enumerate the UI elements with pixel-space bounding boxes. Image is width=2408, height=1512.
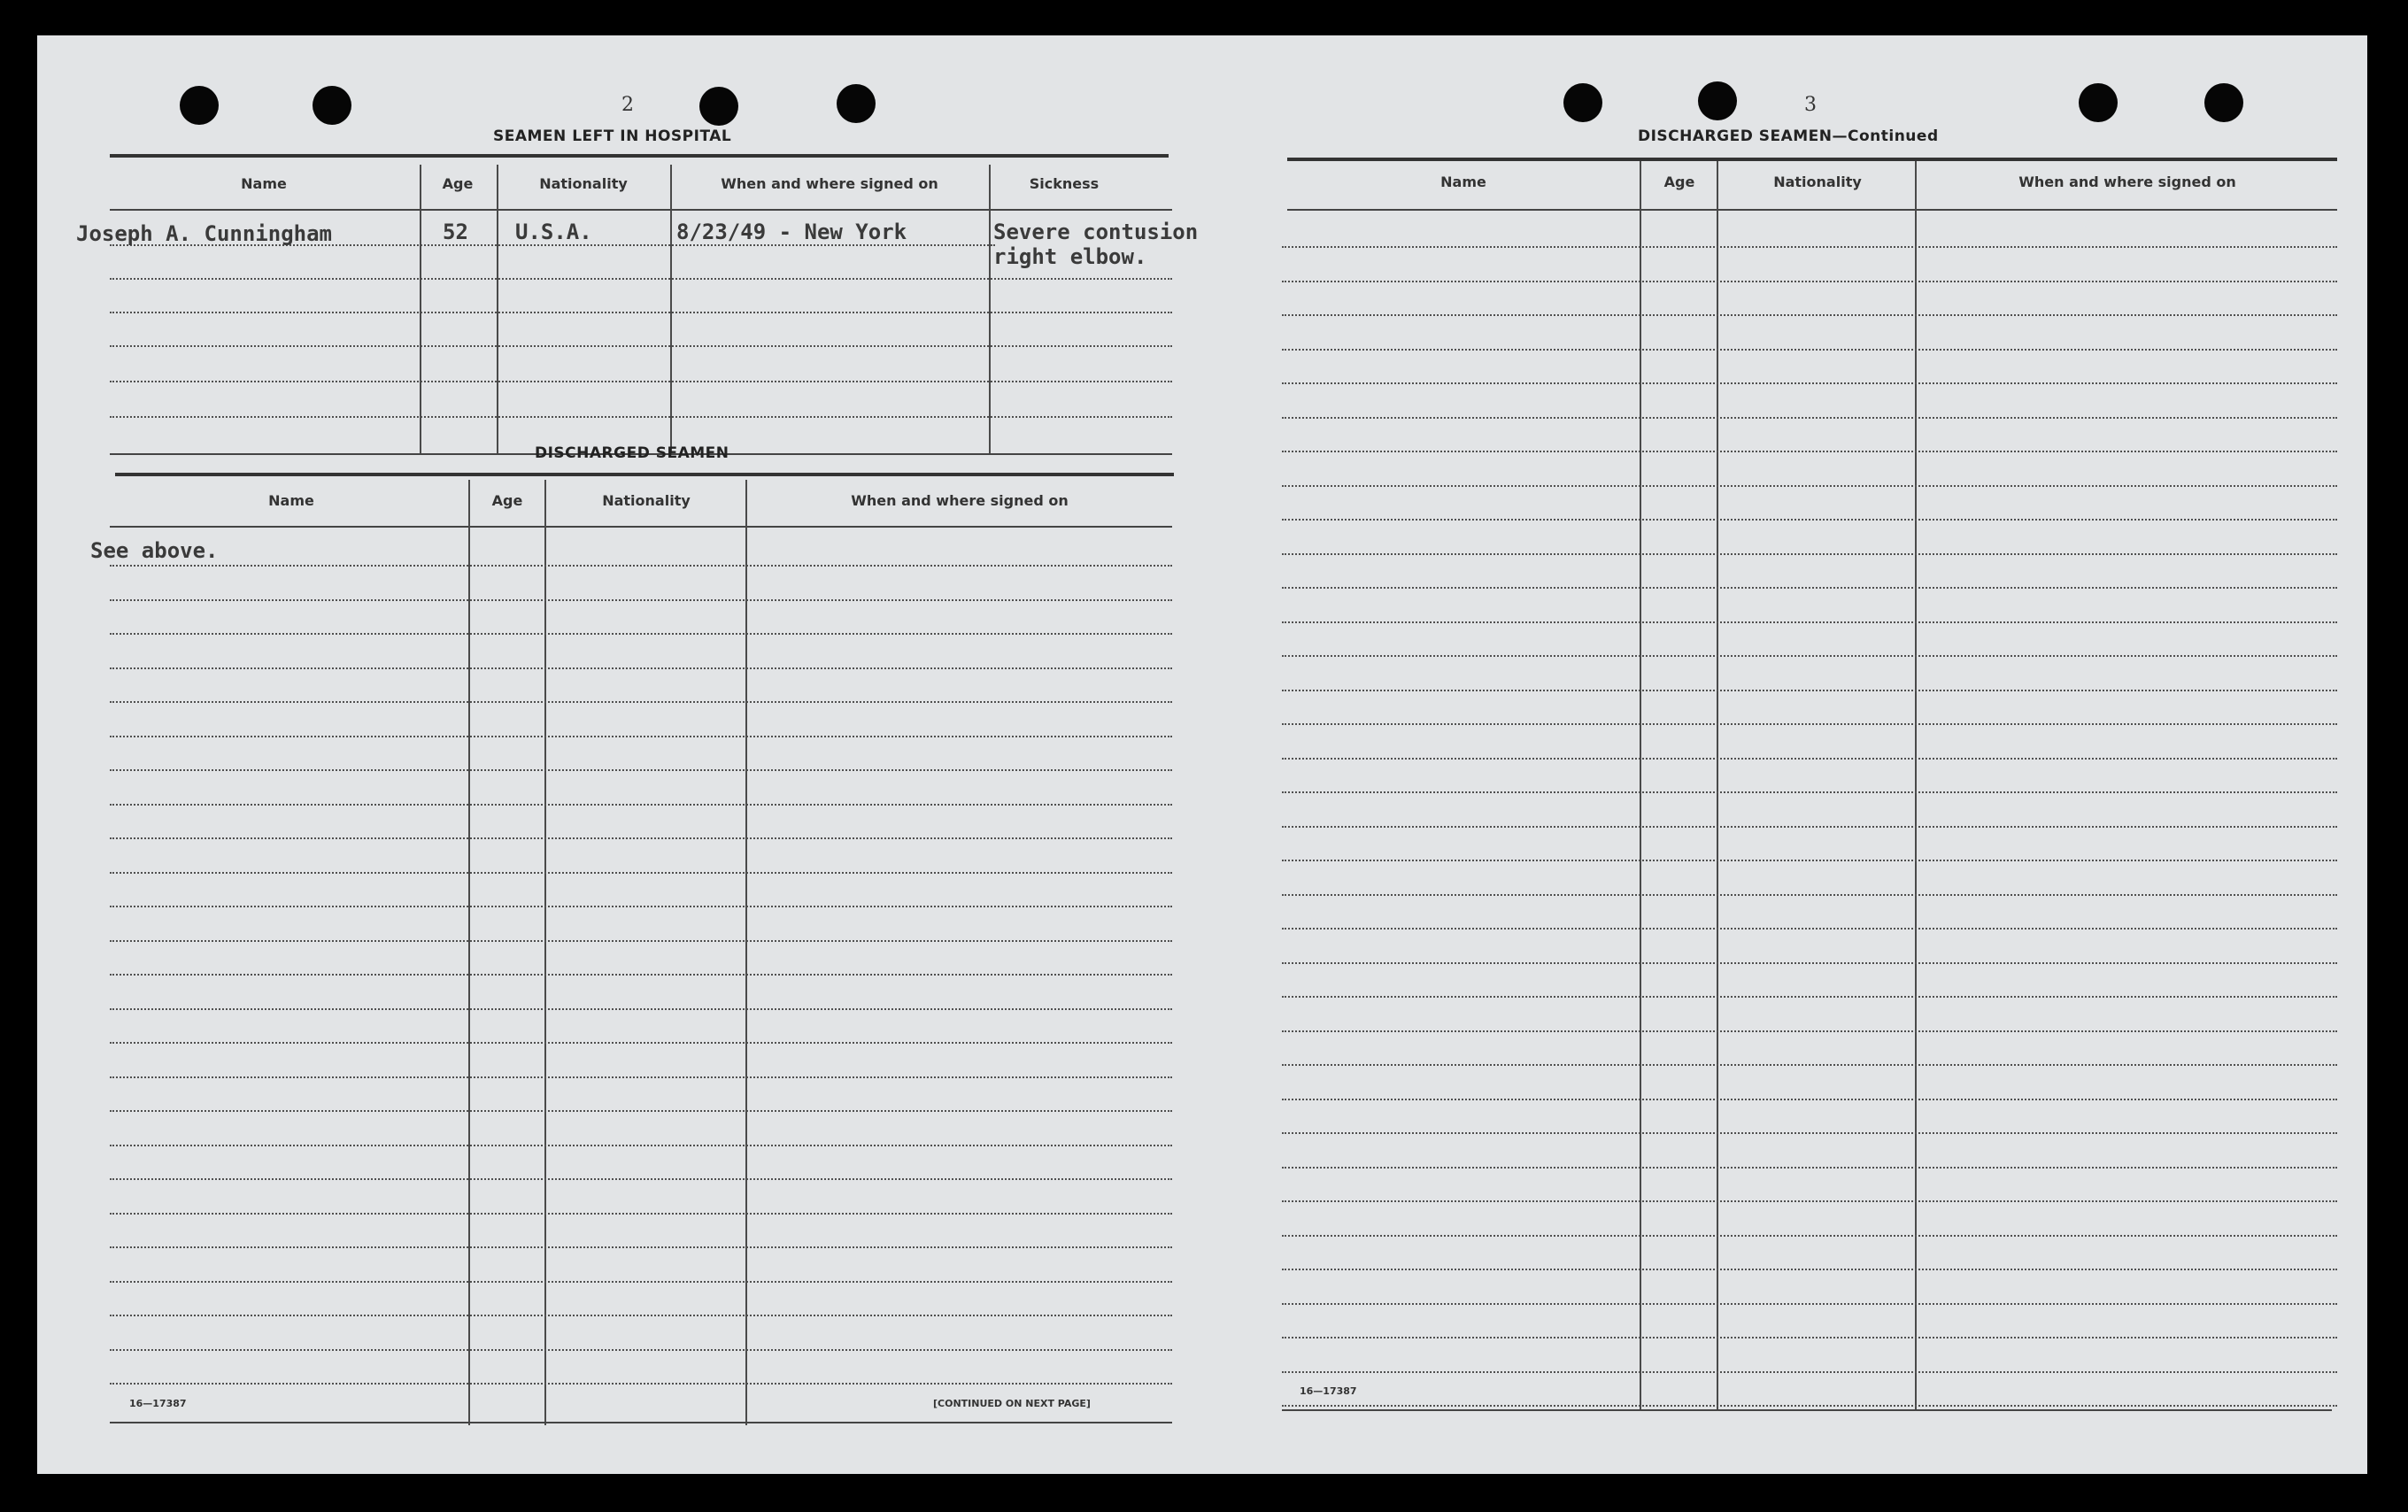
ruled-line — [1282, 1099, 2337, 1100]
right-header-name: Name — [1440, 174, 1486, 190]
hospital-col-divider — [989, 165, 991, 455]
ruled-line — [1282, 621, 2337, 623]
right-section-title: DISCHARGED SEAMEN—Continued — [1638, 127, 1939, 145]
ruled-line — [110, 1383, 1172, 1385]
discharged-section-title: DISCHARGED SEAMEN — [535, 444, 729, 462]
discharged-col-divider — [745, 480, 747, 1425]
ruled-line — [1282, 758, 2337, 760]
hospital-header-signed-on: When and where signed on — [721, 175, 938, 192]
punch-hole — [699, 87, 738, 126]
ruled-line — [1282, 417, 2337, 419]
ruled-line — [1282, 791, 2337, 793]
ruled-line — [1282, 587, 2337, 589]
ruled-line — [110, 701, 1172, 703]
hospital-header-age: Age — [442, 175, 474, 192]
discharged-header-name: Name — [268, 492, 314, 509]
punch-hole — [313, 86, 351, 125]
ruled-line — [110, 1110, 1172, 1112]
hospital-entry-age: 52 — [443, 220, 468, 244]
ruled-line — [1282, 860, 2337, 861]
ruled-line — [110, 1246, 1172, 1248]
ruled-line — [110, 1349, 1172, 1351]
ruled-line — [110, 906, 1172, 907]
hospital-col-divider — [670, 165, 672, 455]
right-top-rule — [1287, 158, 2337, 161]
ruled-line — [1282, 451, 2337, 452]
ruled-line — [1282, 1030, 2337, 1032]
ruled-line — [1282, 485, 2337, 487]
ruled-line — [110, 1145, 1172, 1146]
right-header-signed-on: When and where signed on — [2018, 174, 2236, 190]
left-page-number: 2 — [621, 94, 634, 116]
hospital-entry-name: Joseph A. Cunningham — [76, 221, 332, 246]
ruled-line — [110, 1281, 1172, 1283]
ruled-line — [110, 1042, 1172, 1044]
ruled-line — [1282, 1064, 2337, 1066]
right-bottom-rule — [1282, 1409, 2332, 1411]
hospital-section-title: SEAMEN LEFT IN HOSPITAL — [493, 127, 732, 145]
ruled-line — [1282, 349, 2337, 351]
discharged-col-divider — [544, 480, 546, 1425]
discharged-header-nationality: Nationality — [602, 492, 691, 509]
hospital-header-rule — [110, 209, 1172, 211]
ruled-line — [110, 1213, 1172, 1215]
punch-hole — [2079, 83, 2118, 122]
punch-hole — [2204, 83, 2243, 122]
ruled-line — [1282, 894, 2337, 896]
ruled-line — [110, 940, 1172, 942]
discharged-col-divider — [468, 480, 470, 1425]
ruled-line — [110, 599, 1172, 601]
ruled-line — [110, 769, 1172, 771]
ruled-line — [1282, 382, 2337, 384]
ruled-line — [1282, 519, 2337, 521]
hospital-col-divider — [420, 165, 421, 455]
ruled-line — [1282, 723, 2337, 725]
ruled-line — [110, 974, 1172, 976]
ruled-line — [1282, 1337, 2337, 1338]
hospital-header-name: Name — [241, 175, 287, 192]
ruled-line — [110, 565, 1172, 567]
ruled-line — [110, 736, 1172, 737]
ruled-line — [1282, 690, 2337, 691]
right-form-number: 16—17387 — [1300, 1385, 1357, 1397]
ruled-line — [110, 1008, 1172, 1010]
ruled-line — [1282, 928, 2337, 930]
hospital-top-rule — [110, 154, 1169, 158]
ruled-line — [1282, 826, 2337, 828]
hospital-row-line — [110, 345, 1172, 347]
right-page-number: 3 — [1804, 94, 1817, 116]
hospital-entry-nationality: U.S.A. — [515, 220, 592, 244]
ruled-line — [110, 872, 1172, 874]
right-header-rule — [1287, 209, 2337, 211]
hospital-entry-signed-on: 8/23/49 - New York — [676, 220, 907, 244]
hospital-row-line — [110, 278, 1172, 280]
discharged-top-rule — [115, 473, 1174, 476]
hospital-header-sickness: Sickness — [1029, 175, 1100, 192]
ruled-line — [1282, 655, 2337, 657]
hospital-entry-sickness: Severe contusion right elbow. — [993, 220, 1199, 269]
hospital-col-divider — [497, 165, 498, 455]
ruled-line — [1282, 996, 2337, 998]
ruled-line — [110, 837, 1172, 839]
discharged-header-rule — [110, 526, 1172, 528]
ruled-line — [110, 1315, 1172, 1316]
discharged-header-age: Age — [491, 492, 523, 509]
ruled-line — [110, 804, 1172, 806]
ruled-line — [110, 633, 1172, 635]
discharged-note: See above. — [90, 538, 219, 563]
hospital-row-line — [110, 416, 1172, 418]
left-form-number: 16—17387 — [129, 1398, 187, 1409]
ruled-line — [110, 1076, 1172, 1078]
hospital-header-nationality: Nationality — [539, 175, 628, 192]
ruled-line — [1282, 246, 2337, 248]
ruled-line — [1282, 314, 2337, 316]
ruled-line — [1282, 1405, 2337, 1407]
ruled-line — [1282, 1269, 2337, 1270]
ruled-line — [1282, 1200, 2337, 1202]
ruled-line — [110, 667, 1172, 669]
ruled-line — [1282, 553, 2337, 555]
ruled-line — [1282, 1167, 2337, 1169]
punch-hole — [1698, 81, 1737, 120]
ruled-line — [1282, 281, 2337, 282]
discharged-header-signed-on: When and where signed on — [851, 492, 1069, 509]
punch-hole — [837, 84, 876, 123]
right-header-age: Age — [1663, 174, 1695, 190]
ruled-line — [110, 1178, 1172, 1180]
discharged-bottom-rule — [110, 1422, 1172, 1423]
ruled-line — [1282, 1303, 2337, 1305]
ruled-line — [1282, 962, 2337, 964]
ruled-line — [1282, 1371, 2337, 1373]
continued-note: [CONTINUED ON NEXT PAGE] — [933, 1398, 1091, 1409]
ruled-line — [1282, 1132, 2337, 1134]
punch-hole — [180, 86, 219, 125]
hospital-row-line — [110, 312, 1172, 313]
punch-hole — [1563, 83, 1602, 122]
right-header-nationality: Nationality — [1773, 174, 1862, 190]
hospital-row-line — [110, 381, 1172, 382]
document-page — [37, 35, 2367, 1474]
ruled-line — [1282, 1235, 2337, 1237]
